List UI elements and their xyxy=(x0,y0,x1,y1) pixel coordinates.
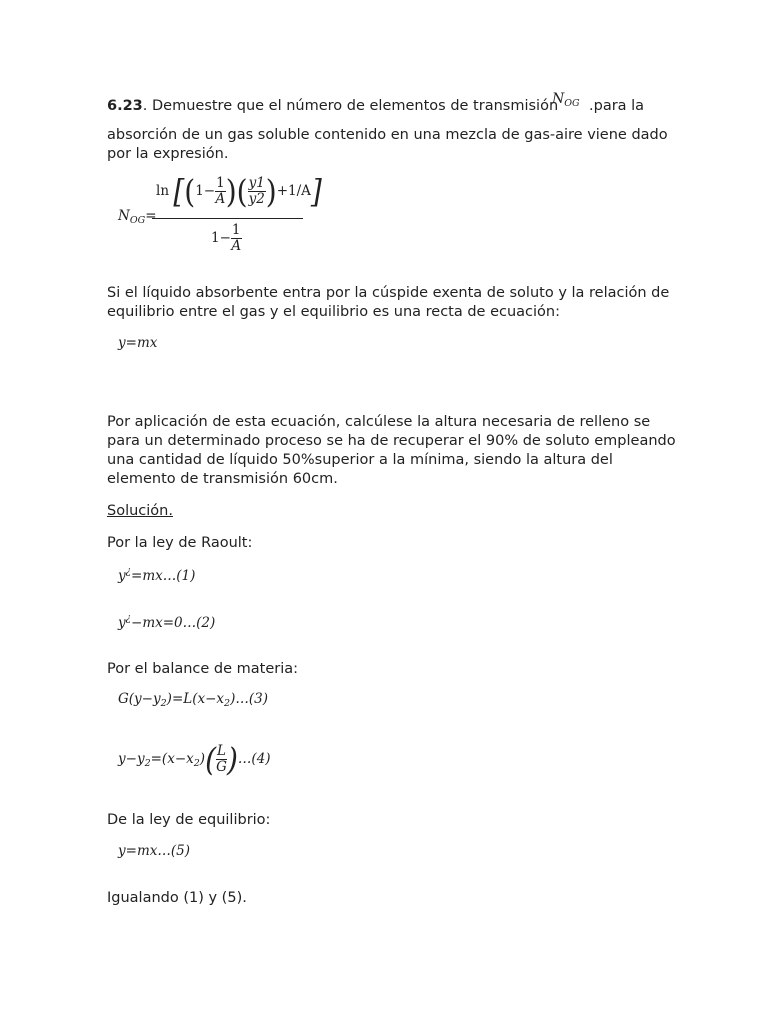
equation-1: y¿=mx…(1) xyxy=(118,566,196,584)
formula-lhs: $N_{OG}=$ xyxy=(118,208,157,226)
problem-intro: . Demuestre que el número de elementos de transmisión xyxy=(142,98,559,114)
equation-y-mx: y=mx xyxy=(118,335,158,351)
equating-label: Igualando (1) y (5). xyxy=(107,890,247,906)
paragraph-application: Por aplicación de esta ecuación, calcúlese la altura necesaria de relleno se para un determinado proceso se ha de recuperar el 90% de soluto empleando una cantidad de líquido 50%superior a la mínima, siendo la altura del elemento de transmisión 60cm. xyxy=(107,414,676,487)
balance-label: Por el balance de materia: xyxy=(107,661,299,677)
problem-intro-continued: absorción de un gas soluble contenido en una mezcla de gas-aire viene dado por la expresión. xyxy=(107,127,668,162)
equation-4: $y-y_2=(x-x_2)$( $\frac{L}{G}$ )…(4) xyxy=(118,739,271,778)
formula-fraction-bar xyxy=(152,218,303,219)
problem-number: 6.23 xyxy=(107,98,143,114)
problem-intro-suffix: .para la xyxy=(589,98,645,114)
raoult-label: Por la ley de Raoult: xyxy=(107,535,253,551)
equation-5: y=mx…(5) xyxy=(118,843,190,859)
paragraph-equilibrium: Si el líquido absorbente entra por la cúspide exenta de soluto y la relación de equilibrio entre el gas y el equilibrio es una recta de ecuación: xyxy=(107,285,670,320)
equation-2: y¿−mx=0…(2) xyxy=(118,613,216,631)
formula-numerator: ln [(1− $\frac{1}{A}$ )( $\frac{y1}{y2}$ )+1/A] xyxy=(156,171,322,210)
equilibrium-label: De la ley de equilibrio: xyxy=(107,812,271,828)
equation-3: $G(y-y_2)=L(x-x_2)\dots(3)$ xyxy=(118,691,268,709)
nog-symbol: $N_{OG}$ xyxy=(552,91,580,109)
solution-heading: Solución. xyxy=(107,503,173,519)
formula-denominator: 1− $\frac{1}{A}$ xyxy=(211,222,242,254)
